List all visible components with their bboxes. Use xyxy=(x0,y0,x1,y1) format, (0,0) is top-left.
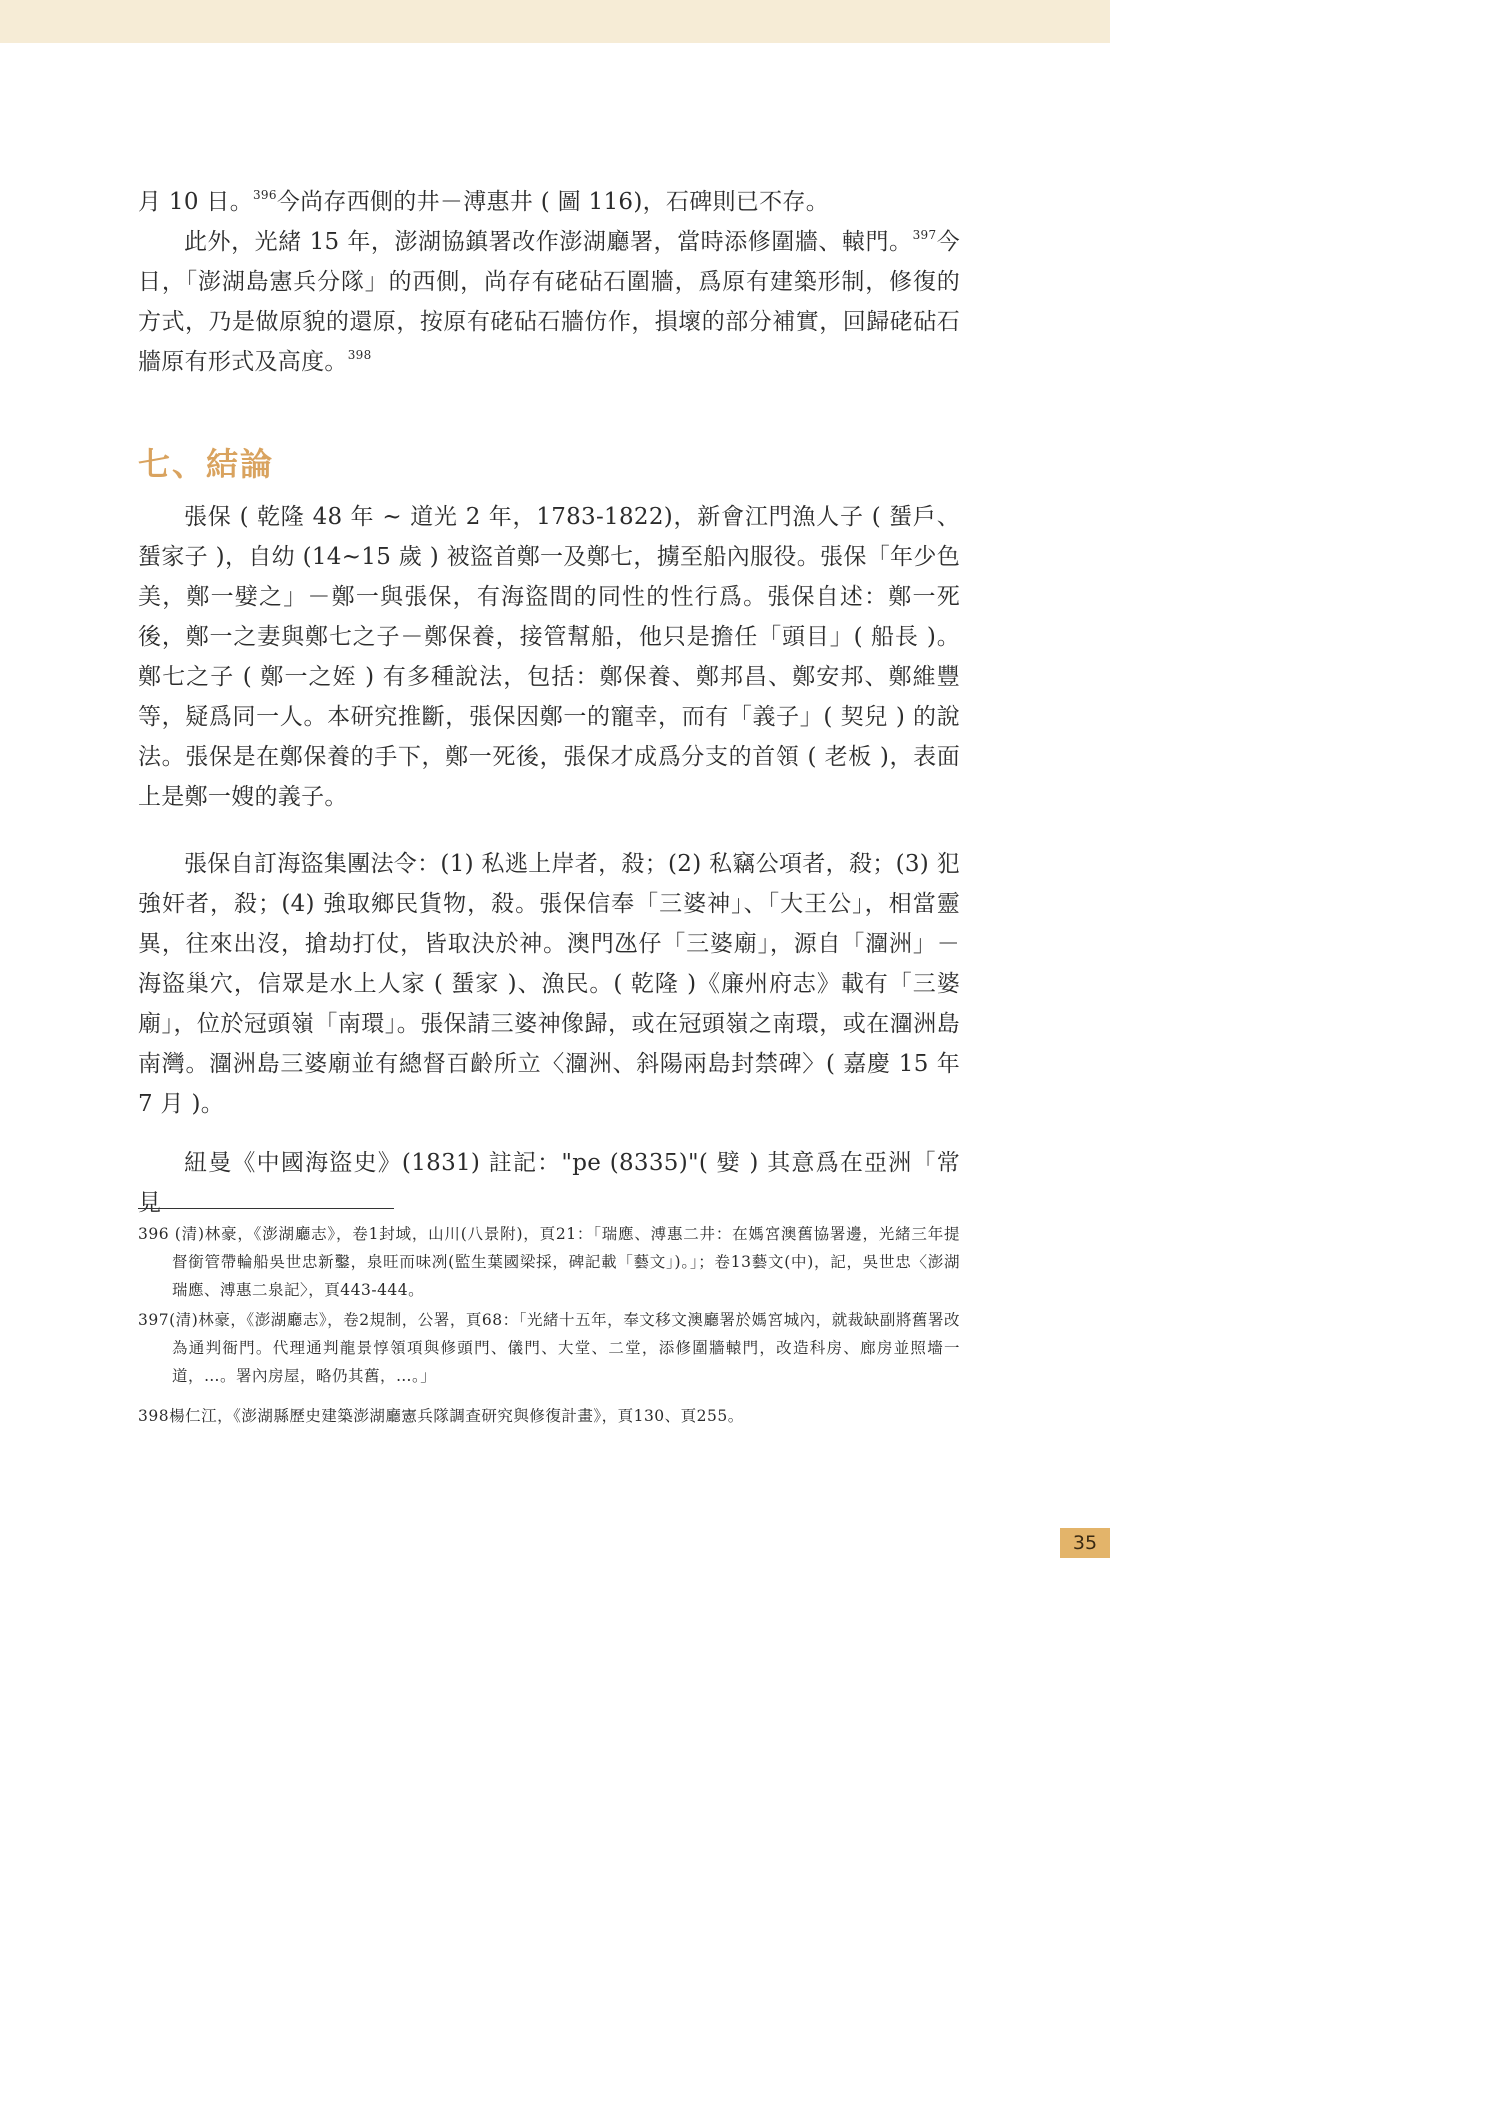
paragraph-text: 今尚存西側的井－溥惠井 ( 圖 116)，石碑則已不存。 xyxy=(276,189,829,215)
body-paragraph-zhangbao: 張保 ( 乾隆 48 年 ~ 道光 2 年，1783-1822)，新會江門漁人子 ( 蜑戶、蜑家子 )，自幼 (14~15 歲 ) 被盜首鄭一及鄭七，擄至船內服役。張保「年少色美，鄭一嬖之」－鄭一與張保，有海盜間的同性的性行爲。張保自述：鄭一死後，鄭一之妻與鄭七之子－鄭保養，接管幫船，他只是擔任「頭目」( 船長 )。鄭七之子 ( 鄭一之姪 ) 有多種說法，包括：鄭保養、鄭邦昌、鄭安邦、鄭維豐等，疑爲同一人。本研究推斷，張保因鄭一的寵幸，而有「義子」( 契兒 ) 的說法。張保是在鄭保養的手下，鄭一死後，張保才成爲分支的首領 ( 老板 )，表面上是鄭一嫂的義子。 xyxy=(138,504,960,810)
top-color-band xyxy=(0,0,1110,43)
body-paragraph-continuation xyxy=(138,182,960,222)
footnote-ref-397[interactable]: 397 xyxy=(912,228,937,242)
footnote-396: 396 (清)林豪，《澎湖廳志》，卷1封域，山川(八景附)，頁21：「瑞應、溥惠二井：在媽宮澳舊協署邊，光緒三年提督銜管帶輪船吳世忠新鑿，泉旺而味冽(監生葉國梁採，碑記載「藝文」)。」；卷13藝文(中)，記，吳世忠〈澎湖瑞應、溥惠二泉記〉，頁443-444。 xyxy=(138,1225,960,1299)
body-paragraph-pirate-laws: 張保自訂海盜集團法令：(1) 私逃上岸者，殺；(2) 私竊公項者，殺；(3) 犯強奸者，殺；(4) 強取鄉民貨物，殺。張保信奉「三婆神」、「大王公」，相當靈異，往來出沒，搶劫打仗，皆取決於神。澳門氹仔「三婆廟」，源自「潿洲」－海盜巢穴，信眾是水上人家 ( 蜑家 )、漁民。( 乾隆 )《廉州府志》載有「三婆廟」，位於冠頭嶺「南環」。張保請三婆神像歸，或在冠頭嶺之南環，或在潿洲島南灣。潿洲島三婆廟並有總督百齡所立〈潿洲、斜陽兩島封禁碑〉( 嘉慶 15 年 7 月 )。 xyxy=(138,851,960,1117)
footnote-ref-396[interactable]: 396 xyxy=(253,188,277,202)
footnote-divider xyxy=(138,1208,394,1209)
page-number: 35 xyxy=(1060,1528,1110,1558)
paragraph-text: 今日，「澎湖島憲兵分隊」的西側，尚存有硓砧石圍牆，爲原有建築形制，修復的方式，乃是做原貌的還原，按原有硓砧石牆仿作，損壞的部分補實，回歸硓砧石牆原有形式及高度。 xyxy=(138,229,960,375)
body-paragraph-walls xyxy=(138,222,960,382)
footnote-ref-398[interactable]: 398 xyxy=(347,348,372,362)
section-heading-conclusion: 七、結論 xyxy=(138,445,275,483)
paragraph-text: 此外，光緒 15 年，澎湖協鎮署改作澎湖廳署，當時添修圍牆、轅門。 xyxy=(184,229,913,255)
body-paragraph-neumann: 紐曼《中國海盜史》(1831) 註記："pe (8335)"( 嬖 ) 其意爲在亞洲「常見 xyxy=(138,1150,960,1216)
footnote-398: 398楊仁江，《澎湖縣歷史建築澎湖廳憲兵隊調查研究與修復計畫》，頁130、頁255。 xyxy=(138,1407,744,1425)
footnote-397: 397(清)林豪，《澎湖廳志》，卷2規制，公署，頁68：「光緒十五年，奉文移文澳廳署於媽宮城內，就裁缺副將舊署改為通判衙門。代理通判龍景惇領項與修頭門、儀門、大堂、二堂，添修圍牆轅門，改造科房、廊房並照墻一道，…。署內房屋，略仍其舊，…。」 xyxy=(138,1311,960,1385)
paragraph-text: 月 10 日。 xyxy=(138,189,253,215)
